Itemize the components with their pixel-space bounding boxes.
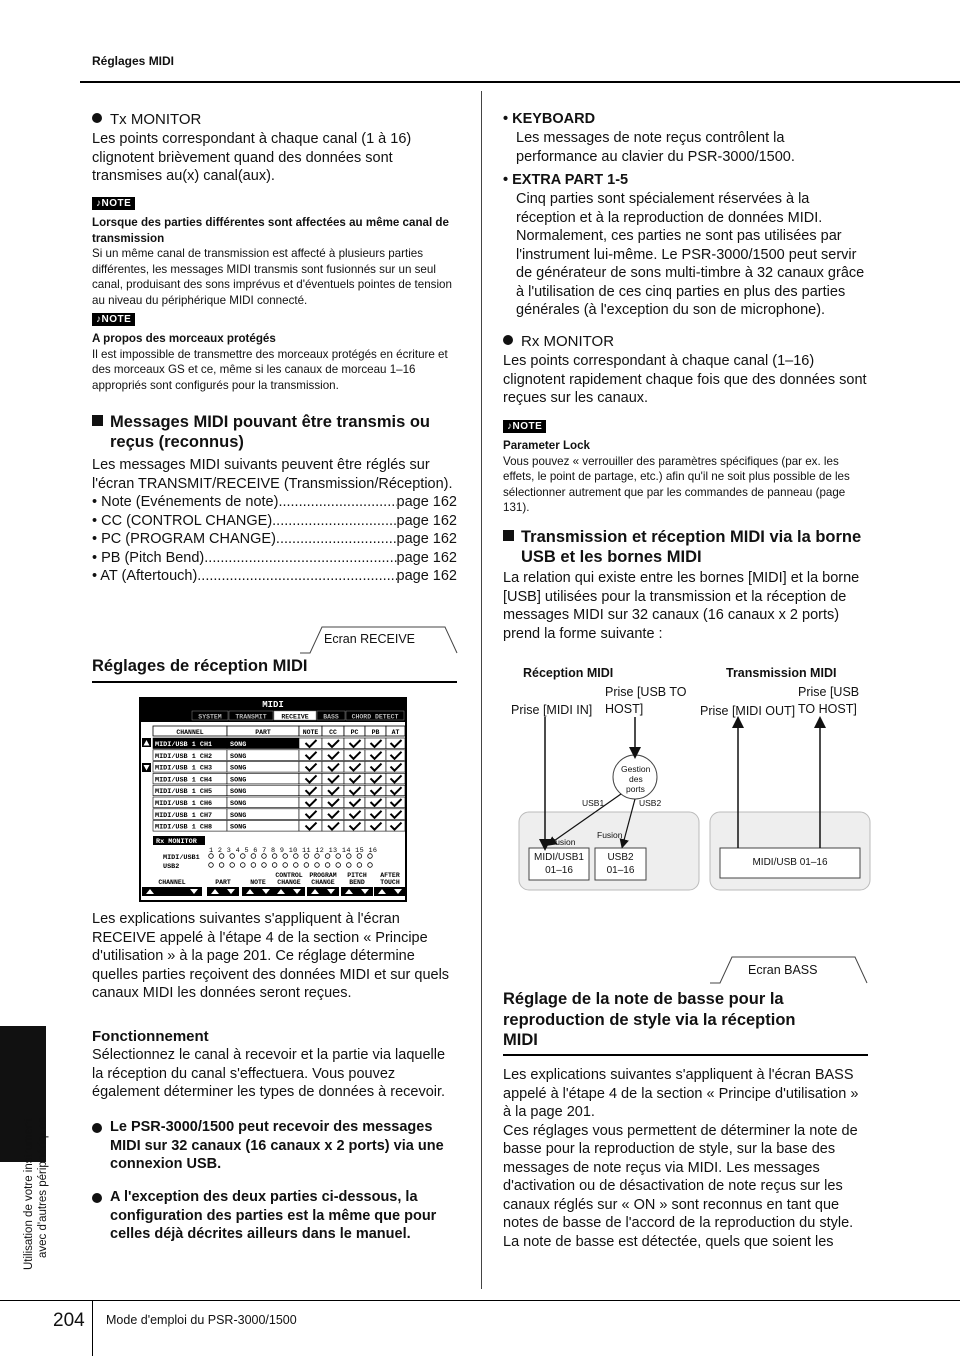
lcd-button-label: PITCH bbox=[347, 872, 367, 879]
lcd-part-label: SONG bbox=[230, 811, 247, 820]
midi-in-label: Prise [MIDI IN] bbox=[511, 703, 593, 717]
bullet-item bbox=[92, 1118, 457, 1174]
tx-monitor-section bbox=[92, 110, 457, 186]
item-heading: • KEYBOARD bbox=[503, 111, 596, 127]
lcd-part-label: SONG bbox=[230, 752, 247, 761]
lcd-column-label: AT bbox=[391, 729, 400, 736]
lcd-part-label: SONG bbox=[230, 823, 247, 832]
body-text: Les explications suivantes s'appliquent à l'écran BASS appelé à l'étape 4 de la section « Principe d'utilisation » à la page 201. Ces réglages vous permettent de déterminer la note de basse pour la reproduction de style, sur la base des messages de note reçus via MIDI. Les messages d'activation ou de désactivation de note reçus sur les canaux réglés sur « ON » sont reconnus en tant que notes de basse de l'accord de la reproduction du style. La note de basse est détectée, quels que soient les bbox=[503, 1067, 859, 1250]
lcd-part-label: SONG bbox=[230, 788, 247, 797]
messages-section bbox=[92, 412, 457, 586]
square-bullet-icon bbox=[92, 415, 103, 426]
lcd-button bbox=[341, 887, 373, 896]
gestion-label-3: ports bbox=[626, 784, 645, 794]
rx-monitor-heading: Rx MONITOR bbox=[521, 333, 615, 350]
section-title: Réglage de la note de basse pour la reproduction de style via la réception MIDI bbox=[503, 990, 796, 1049]
lcd-button-label: CHANGE bbox=[311, 879, 335, 886]
lcd-button-label: AFTER bbox=[380, 872, 400, 879]
lcd-button-label: PROGRAM bbox=[309, 872, 337, 879]
lcd-channel-label: MIDI/USB 1 CH1 bbox=[155, 741, 213, 749]
lcd-tab-label: TRANSMIT bbox=[235, 713, 267, 721]
section-heading: Messages MIDI pouvant être transmis ou bbox=[92, 412, 457, 432]
screen-tab bbox=[710, 956, 868, 984]
tx-monitor-text: Les points correspondant à chaque canal (1 à 16) clignotent brièvement quand des données sont transmises au(x) canal(aux). bbox=[92, 131, 412, 184]
note-badge: ♪NOTE bbox=[503, 420, 546, 433]
section-heading: Transmission et réception MIDI via la borne bbox=[503, 527, 868, 547]
midi-out-label: Prise [MIDI OUT] bbox=[700, 704, 796, 718]
page-reference-item bbox=[92, 493, 457, 512]
fonctionnement-section bbox=[92, 1027, 457, 1102]
lcd-button-label: TOUCH bbox=[380, 879, 400, 886]
lcd-screen bbox=[139, 697, 407, 902]
receive-description bbox=[92, 910, 457, 1003]
body-text: Cinq parties sont spécialement réservées à la réception et à la reproduction de données MIDI. Normalement, ces parties ne sont pas utilisées par l'instrument lui-même. Le PSR-3000/1500 peut servir de générateur de sons multi-timbre à 32 canaux grâce à l'utilisation de ces cinq parties en plus des parties générales (à l'exception du son de microphone). bbox=[516, 191, 865, 318]
fusion-label: Fusion bbox=[550, 837, 576, 847]
lcd-channel-label: MIDI/USB 1 CH5 bbox=[155, 788, 213, 797]
body-text: Les messages de note reçus contrôlent la performance au clavier du PSR-3000/1500. bbox=[516, 130, 795, 165]
lcd-button-label: CHANNEL bbox=[158, 879, 186, 886]
title-rule bbox=[92, 681, 457, 683]
leader-dots bbox=[204, 549, 396, 568]
screen-tab-label: Ecran RECEIVE bbox=[324, 632, 416, 646]
leader-dots bbox=[197, 567, 396, 586]
gestion-label-2: des bbox=[629, 774, 643, 784]
body-text: Les explications suivantes s'appliquent à l'écran RECEIVE appelé à l'étape 4 de la section « Principe d'utilisation » à la page 201. Ce réglage détermine quelles parties reçoivent des données MIDI et sur quels canaux MIDI les données seront reçues. bbox=[92, 911, 450, 1001]
lcd-channel-label: MIDI/USB 1 CH3 bbox=[155, 764, 213, 773]
reference-page: page 162 bbox=[396, 531, 457, 547]
keyboard-section bbox=[503, 110, 868, 166]
lcd-button bbox=[207, 887, 239, 896]
body-text: Sélectionnez le canal à recevoir et la partie via laquelle la réception du canal s'effectuera. Vous pouvez également déterminer les types de données à recevoir. bbox=[92, 1047, 446, 1100]
footer-rule bbox=[0, 1300, 960, 1301]
note-body: Si un même canal de transmission est affecté à plusieurs parties différentes, les messages MIDI transmis sont fusionnés sur un seul canal, produisant des sons imprévus et d'éventuels pointes de tension au niveau du périphérique MIDI connecté. bbox=[92, 247, 452, 307]
lcd-channel-label: MIDI/USB 1 CH4 bbox=[155, 776, 213, 785]
note-badge: ♪NOTE bbox=[92, 313, 135, 326]
box-label: 01–16 bbox=[606, 865, 635, 876]
lcd-tab-label: SYSTEM bbox=[198, 713, 222, 721]
note-badge: ♪NOTE bbox=[92, 197, 135, 210]
reference-page: page 162 bbox=[396, 549, 457, 566]
reception-label: Réception MIDI bbox=[523, 666, 614, 680]
fusion-label: Fusion bbox=[597, 830, 623, 840]
lcd-channel-label: MIDI/USB 1 CH2 bbox=[155, 752, 213, 761]
square-bullet-icon bbox=[503, 530, 514, 541]
rx-monitor-section bbox=[503, 332, 868, 408]
lcd-channel-label: MIDI/USB 1 CH8 bbox=[155, 823, 213, 832]
lcd-display bbox=[139, 697, 407, 902]
footer-text: Mode d'emploi du PSR-3000/1500 bbox=[106, 1313, 297, 1327]
bullet-icon bbox=[92, 1123, 102, 1133]
lcd-column-label: CC bbox=[329, 729, 337, 736]
body-text: La relation qui existe entre les bornes [MIDI] et la borne [USB] utilisées pour la transmission et la réception de messages MIDI sur 32 canaux (16 canaux x 2 ports) prend la forme suivante : bbox=[503, 570, 860, 642]
lcd-button bbox=[307, 887, 339, 896]
lcd-button bbox=[273, 887, 305, 896]
leader-dots bbox=[276, 530, 397, 549]
leader-dots bbox=[278, 493, 396, 512]
transmission-label: Transmission MIDI bbox=[726, 666, 837, 680]
usb2-label: USB2 bbox=[639, 798, 662, 808]
lcd-column-label: PC bbox=[350, 729, 359, 736]
page-reference-item bbox=[92, 512, 457, 531]
lcd-part-label: SONG bbox=[230, 764, 247, 773]
usb-to-host-label: Prise [USB TO bbox=[605, 685, 687, 699]
running-header: Réglages MIDI bbox=[92, 54, 175, 68]
usb-to-host-label-2: HOST] bbox=[605, 702, 644, 716]
lcd-column-label: PART bbox=[255, 729, 271, 736]
bass-description bbox=[503, 1066, 868, 1251]
reference-page: page 162 bbox=[396, 512, 457, 529]
lcd-column-label: CHANNEL bbox=[176, 729, 204, 736]
reference-label: • PB (Pitch Bend) bbox=[92, 549, 205, 566]
extra-part-section bbox=[503, 171, 868, 320]
leader-dots bbox=[272, 512, 396, 531]
bullet-icon bbox=[503, 335, 513, 345]
bullet-text: A l'exception des deux parties ci-dessous, la configuration des parties est la même que pour celles déjà décrites ailleurs dans le manuel. bbox=[110, 1189, 437, 1242]
usb-to-host-tx-label: Prise [USB bbox=[798, 685, 860, 699]
note-block-2 bbox=[92, 309, 457, 393]
lcd-button-label: CONTROL bbox=[275, 872, 303, 879]
lcd-port-label: MIDI/USB1 bbox=[163, 854, 200, 862]
note-body: Vous pouvez « verrouiller des paramètres spécifiques (par ex. les effets, le point de partage, etc.) afin qu'il ne soit plus possible de les sélectionner autrement que par les commandes de panneau (page 131). bbox=[503, 454, 850, 514]
lcd-button-label: CHANGE bbox=[277, 879, 301, 886]
lcd-rx-monitor-label: Rx MONITOR bbox=[156, 838, 197, 846]
reference-label: • AT (Aftertouch) bbox=[92, 568, 198, 584]
usb1-label: USB1 bbox=[582, 798, 605, 808]
reference-label: • PC (PROGRAM CHANGE) bbox=[92, 531, 276, 547]
box-label: USB2 bbox=[607, 852, 634, 863]
reference-page: page 162 bbox=[396, 494, 457, 510]
gestion-label: Gestion bbox=[621, 764, 651, 774]
lcd-tab-label: BASS bbox=[323, 713, 339, 721]
footer-divider bbox=[92, 1300, 93, 1356]
note-body: Il est impossible de transmettre des morceaux protégés en écriture et des morceaux GS et ce, même si les canaux de morceau 1–16 appropriés sont configurés pour la transmission. bbox=[92, 347, 448, 392]
screen-tab bbox=[300, 626, 458, 654]
page-reference-list bbox=[92, 493, 457, 586]
lcd-tab-label: RECEIVE bbox=[281, 713, 309, 721]
usb-section bbox=[503, 527, 868, 643]
bullet-item bbox=[92, 1188, 457, 1244]
lcd-channel-label: MIDI/USB 1 CH7 bbox=[155, 811, 213, 820]
lcd-column-label: NOTE bbox=[302, 729, 319, 736]
reference-label: • Note (Evénements de note) bbox=[92, 494, 279, 510]
lcd-button bbox=[242, 887, 274, 896]
section-heading-cont: reçus (reconnus) bbox=[110, 433, 244, 451]
usb-to-host-tx-label-2: TO HOST] bbox=[798, 702, 857, 716]
box-label: 01–16 bbox=[545, 865, 573, 876]
screen-tab-label: Ecran BASS bbox=[748, 963, 818, 977]
bullet-text: Le PSR-3000/1500 peut recevoir des messages MIDI sur 32 canaux (16 canaux x 2 ports) via une connexion USB. bbox=[110, 1119, 444, 1172]
chapter-label: Utilisation de votre instrument avec d'autres périphériques bbox=[23, 1117, 49, 1270]
tx-monitor-heading: Tx MONITOR bbox=[110, 111, 202, 128]
lcd-title: MIDI bbox=[262, 700, 284, 710]
lcd-button bbox=[374, 887, 406, 896]
lcd-part-label: SONG bbox=[230, 800, 247, 808]
note-block-3 bbox=[503, 416, 868, 516]
header-rule bbox=[80, 81, 960, 83]
messages-intro: Les messages MIDI suivants peuvent être réglés sur l'écran TRANSMIT/RECEIVE (Transmission/Réception). bbox=[92, 457, 453, 492]
reference-page: page 162 bbox=[396, 568, 457, 584]
lcd-button-label: BEND bbox=[349, 879, 365, 886]
column-divider bbox=[481, 91, 482, 1289]
bullet-icon bbox=[92, 113, 102, 123]
lcd-part-label: SONG bbox=[230, 741, 247, 749]
note-title: A propos des morceaux protégés bbox=[92, 332, 276, 345]
lcd-part-label: SONG bbox=[230, 776, 247, 785]
item-heading: • EXTRA PART 1-5 bbox=[503, 172, 629, 188]
page-reference-item bbox=[92, 549, 457, 568]
section-title: Réglages de réception MIDI bbox=[92, 657, 308, 675]
lcd-tab-label: CHORD DETECT bbox=[351, 713, 399, 721]
body-text: Les points correspondant à chaque canal (1–16) clignotent rapidement chaque fois que des données sont reçues sur les canaux. bbox=[503, 353, 867, 406]
box-label: MIDI/USB 01–16 bbox=[752, 857, 828, 868]
subsection-heading: Fonctionnement bbox=[92, 1028, 209, 1045]
lcd-port-label: USB2 bbox=[163, 863, 180, 871]
page-reference-item bbox=[92, 567, 457, 586]
note-title: Lorsque des parties différentes sont affectées au même canal de transmission bbox=[92, 216, 449, 245]
bullet-icon bbox=[92, 1193, 102, 1203]
note-title: Parameter Lock bbox=[503, 439, 590, 452]
page-reference-item bbox=[92, 530, 457, 549]
reference-label: • CC (CONTROL CHANGE) bbox=[92, 512, 273, 529]
section-heading-cont: USB et les bornes MIDI bbox=[521, 548, 702, 566]
lcd-button-label: PART bbox=[215, 879, 231, 886]
page-number: 204 bbox=[53, 1310, 85, 1331]
midi-usb-diagram bbox=[503, 660, 883, 895]
title-rule bbox=[503, 1054, 868, 1056]
lcd-button-label: NOTE bbox=[250, 879, 266, 886]
lcd-channel-numbers: 1 2 3 4 5 6 7 8 9 10 11 12 13 14 15 16 bbox=[209, 847, 377, 855]
lcd-column-label: PB bbox=[371, 729, 380, 736]
note-block-1 bbox=[92, 193, 457, 308]
lcd-channel-label: MIDI/USB 1 CH6 bbox=[155, 800, 213, 808]
box-label: MIDI/USB1 bbox=[533, 852, 584, 863]
